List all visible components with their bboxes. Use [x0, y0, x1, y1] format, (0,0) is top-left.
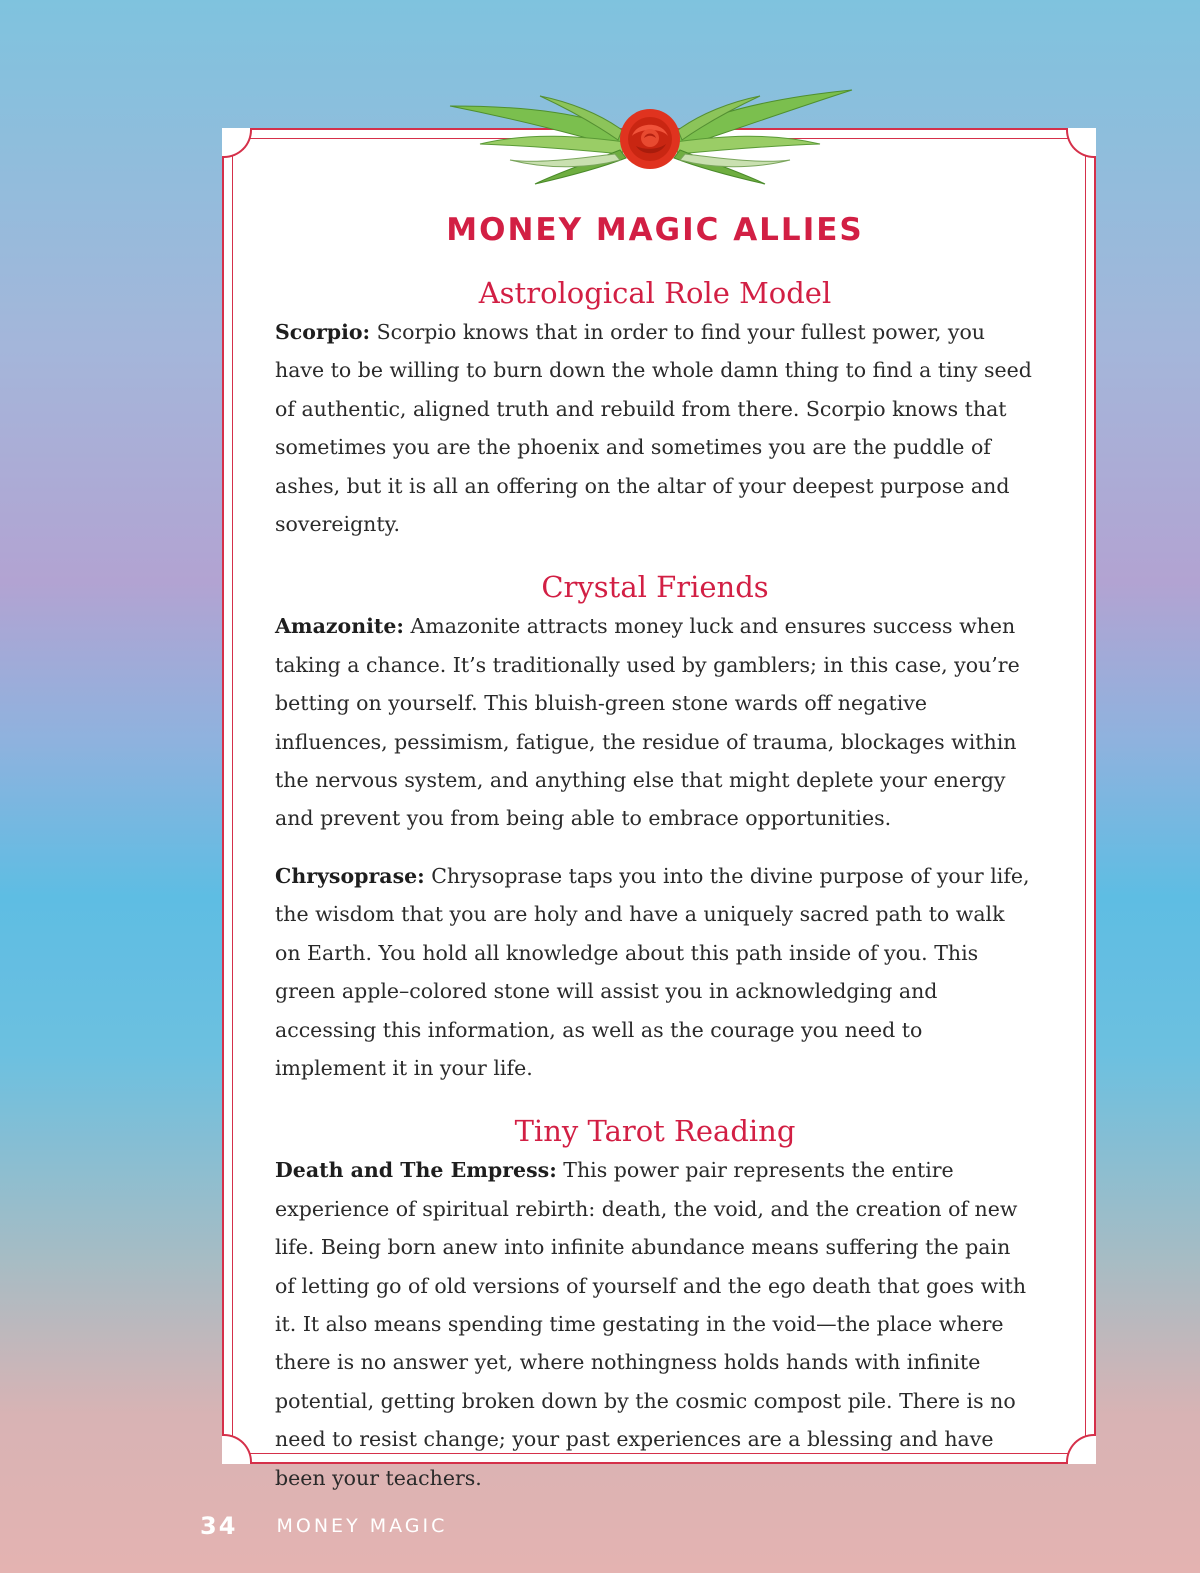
entry-amazonite — [275, 607, 1035, 837]
section-heading-tarot: Tiny Tarot Reading — [514, 1114, 796, 1149]
page-footer — [200, 1512, 447, 1552]
page-title: MONEY MAGIC ALLIES — [446, 212, 864, 248]
rose-garland-icon — [440, 84, 860, 194]
running-title: MONEY MAGIC — [276, 1515, 448, 1537]
entry-chrysoprase — [275, 857, 1035, 1087]
entry-text: This power pair represents the entire experience of spiritual rebirth: death, the void, and the creation of new life. Being born anew into infinite abundance means suffering the pain of letting go of old versions of yourself and the ego death that goes with it. It also means spending time gestating in the void—the place where there is no answer yet, where nothingness holds hands with infinite potential, getting broken down by the cosmic compost pile. There is no need to resist change; your past experiences are a blessing and have been your teachers. — [275, 1158, 1027, 1490]
entry-term: Scorpio: — [275, 320, 371, 344]
section-heading-crystals: Crystal Friends — [541, 570, 769, 605]
entry-term: Amazonite: — [275, 614, 404, 639]
entry-text: Amazonite attracts money luck and ensures success when taking a chance. It’s traditionally used by gamblers; in this case, you’re betting on yourself. This bluish-green stone wards off negative influences, pessimism, fatigue, the residue of trauma, blockages within the nervous system, and anything else that might deplete your energy and prevent you from being able to embrace opportunities. — [275, 614, 1020, 831]
page-number: 34 — [200, 1512, 238, 1540]
entry-text: Scorpio knows that in order to find your fullest power, you have to be willing to burn down the whole damn thing to find a tiny seed of authentic, aligned truth and rebuild from there. Scorpio knows that sometimes you are the phoenix and sometimes you are the puddle of ashes, but it is all an offering on the altar of your deepest purpose and sovereignty. — [275, 320, 1032, 537]
section-heading-astrological: Astrological Role Model — [478, 276, 832, 310]
entry-term: Chrysoprase: — [275, 863, 425, 888]
page-content — [275, 205, 1035, 1497]
entry-term: Death and The Empress: — [275, 1158, 557, 1183]
entry-text: Chrysoprase taps you into the divine purpose of your life, the wisdom that you are holy and have a uniquely sacred path to walk on Earth. You hold all knowledge about this path inside of you. This green apple–colored stone will assist you in acknowledging and accessing this information, as well as the courage you need to implement it in your life. — [275, 863, 1030, 1080]
entry-death-empress — [275, 1151, 1035, 1497]
entry-scorpio — [275, 313, 1035, 543]
